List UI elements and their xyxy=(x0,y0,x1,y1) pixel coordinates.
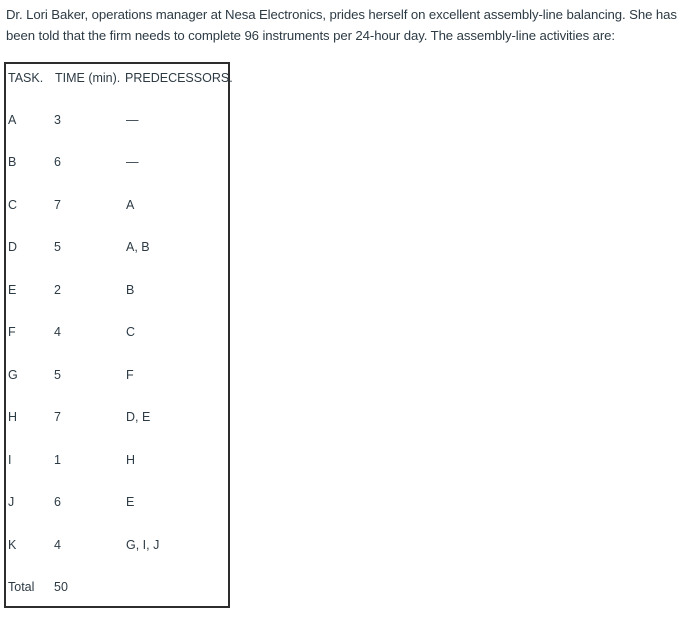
predecessor-cell: — xyxy=(126,113,139,127)
time-cell: 6 xyxy=(54,155,61,169)
predecessor-cell: C xyxy=(126,325,136,339)
time-cell: 7 xyxy=(54,410,61,424)
task-cell: B xyxy=(8,155,17,169)
table-row xyxy=(6,321,228,343)
predecessor-cell: — xyxy=(126,155,139,169)
table-row xyxy=(6,194,228,216)
predecessor-cell: G, I, J xyxy=(126,538,160,552)
time-cell: 3 xyxy=(54,113,61,127)
predecessor-cell: E xyxy=(126,495,135,509)
time-cell: 2 xyxy=(54,283,61,297)
header-task: TASK. xyxy=(8,71,44,85)
task-cell: G xyxy=(8,368,18,382)
table-row xyxy=(6,449,228,471)
table-row xyxy=(6,491,228,513)
header-time: TIME (min). xyxy=(55,71,121,85)
task-cell: E xyxy=(8,283,17,297)
table-header-row xyxy=(6,67,233,89)
task-cell: C xyxy=(8,198,18,212)
time-cell: 1 xyxy=(54,453,61,467)
table-total-row xyxy=(6,576,228,598)
time-cell: 7 xyxy=(54,198,61,212)
task-cell: I xyxy=(8,453,12,467)
predecessor-cell: F xyxy=(126,368,134,382)
time-cell: 4 xyxy=(54,538,61,552)
time-cell: 6 xyxy=(54,495,61,509)
predecessor-cell: B xyxy=(126,283,135,297)
task-cell: H xyxy=(8,410,18,424)
problem-statement: Dr. Lori Baker, operations manager at Nesa Electronics, prides herself on excellent assembly-line balancing. She has been told that the firm needs to complete 96 instruments per 24-hour day. The assembly-line activities are: xyxy=(6,7,677,43)
table-row xyxy=(6,406,228,428)
task-cell: F xyxy=(8,325,16,339)
table-row xyxy=(6,151,228,173)
task-cell: J xyxy=(8,495,15,509)
predecessor-cell: D, E xyxy=(126,410,151,424)
task-cell: A xyxy=(8,113,17,127)
activity-table xyxy=(4,62,233,608)
predecessor-cell: A, B xyxy=(126,240,150,254)
time-cell: 5 xyxy=(54,368,61,382)
total-label: Total xyxy=(8,580,35,594)
task-cell: K xyxy=(8,538,17,552)
time-cell: 4 xyxy=(54,325,61,339)
task-cell: D xyxy=(8,240,18,254)
table-row xyxy=(6,279,228,301)
table-row xyxy=(6,364,228,386)
time-cell: 5 xyxy=(54,240,61,254)
predecessor-cell: H xyxy=(126,453,136,467)
table-row xyxy=(6,236,228,258)
header-predecessors: PREDECESSORS. xyxy=(125,71,233,85)
table-row xyxy=(6,534,228,556)
total-value: 50 xyxy=(54,580,68,594)
predecessor-cell: A xyxy=(126,198,135,212)
table-row xyxy=(6,109,228,131)
